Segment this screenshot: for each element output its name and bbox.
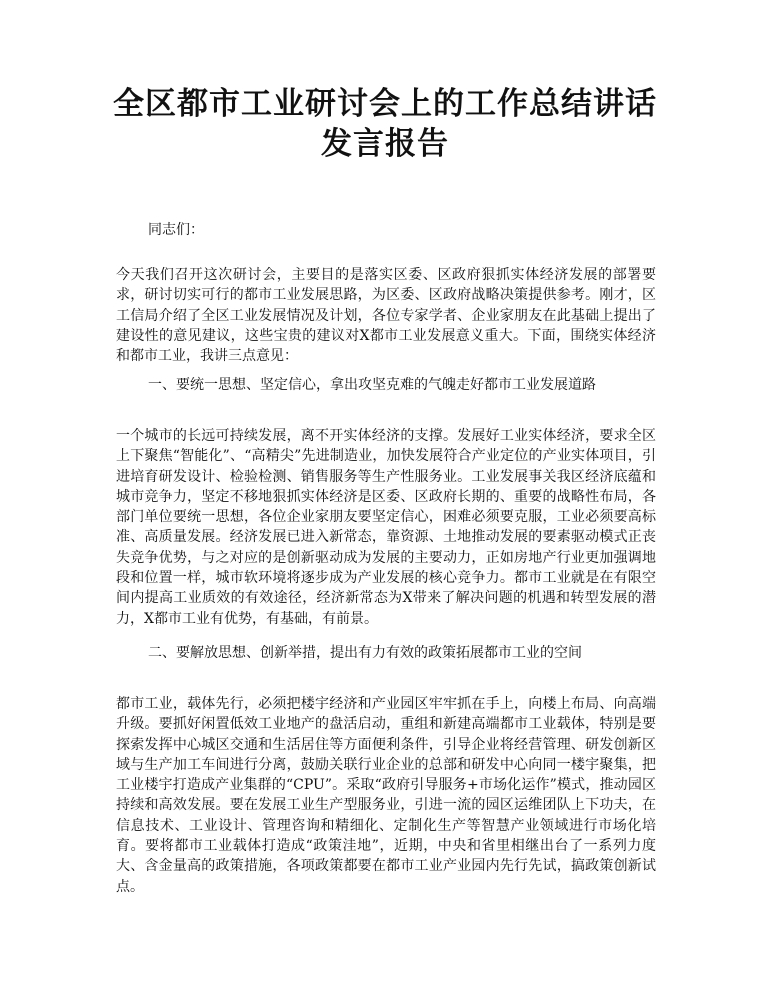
section-1-paragraph: 一个城市的长远可持续发展，离不开实体经济的支撑。发展好工业实体经济，要求全区上下聚焦“智能化”、“高精尖”先进制造业，加快发展符合产业定位的产业实体项目，引进培育研发设计、检验检测、销售服务等生产性服务业。工业发展事关我区经济底蕴和城市竞争力，坚定不移地狠抓实体经济是区委、区政府长期的、重要的战略性布局，各部门单位要统一思想，各位企业家朋友要坚定信心，困难必须要克服，工业必须要高标准、高质量发展。经济发展已进入新常态，靠资源、土地推动发展的要素驱动模式正丧失竞争优势，与之对应的是创新驱动成为发展的主要动力，正如房地产行业更加强调地段和位置一样，城市软环境将逐步成为产业发展的核心竞争力。都市工业就是在有限空间内提高工业质效的有效途径，经济新常态为X带来了解决问题的机遇和转型发展的潜力，X都市工业有优势，有基础，有前景。	[116, 428, 656, 627]
section-2-paragraph: 都市工业，载体先行，必须把楼宇经济和产业园区牢牢抓在手上，向楼上布局、向高端升级。要抓好闲置低效工业地产的盘活启动，重组和新建高端都市工业载体，特别是要探索发挥中心城区交通和生活居住等方面便利条件，引导企业将经营管理、研发创新区域与生产加工车间进行分离，鼓励关联行业企业的总部和研发中心向同一楼宇聚集，把工业楼宇打造成产业集群的“CPU”。采取“政府引导服务+市场化运作”模式，推动园区持续和高效发展。要在发展工业生产型服务业，引进一流的园区运维团队上下功夫，在信息技术、工业设计、管理咨询和精细化、定制化生产等智慧产业领域进行市场化培育。要将都市工业载体打造成“政策洼地”，近期，中央和省里相继出台了一系列力度大、含金量高的政策措施，各项政策都要在都市工业产业园内先行先试，搞政策创新试点。	[116, 696, 656, 895]
document-title-line-2: 发言报告	[321, 126, 449, 162]
section-2-heading: 二、要解放思想、创新举措，提出有力有效的政策拓展都市工业的空间	[148, 645, 582, 661]
document-title-line-1: 全区都市工业研讨会上的工作总结讲话	[113, 86, 657, 122]
intro-paragraph: 今天我们召开这次研讨会，主要目的是落实区委、区政府狠抓实体经济发展的部署要求，研讨切实可行的都市工业发展思路，为区委、区政府战略决策提供参考。刚才，区工信局介绍了全区工业发展情况及计划，各位专家学者、企业家朋友在此基础上提出了建设性的意见建议，这些宝贵的建议对X都市工业发展意义重大。下面，围绕实体经济和都市工业，我讲三点意见：	[116, 267, 656, 365]
document-title	[0, 84, 770, 164]
section-1-heading: 一、要统一思想、坚定信心，拿出攻坚克难的气魄走好都市工业发展道路	[148, 377, 596, 393]
salutation: 同志们：	[148, 222, 204, 238]
